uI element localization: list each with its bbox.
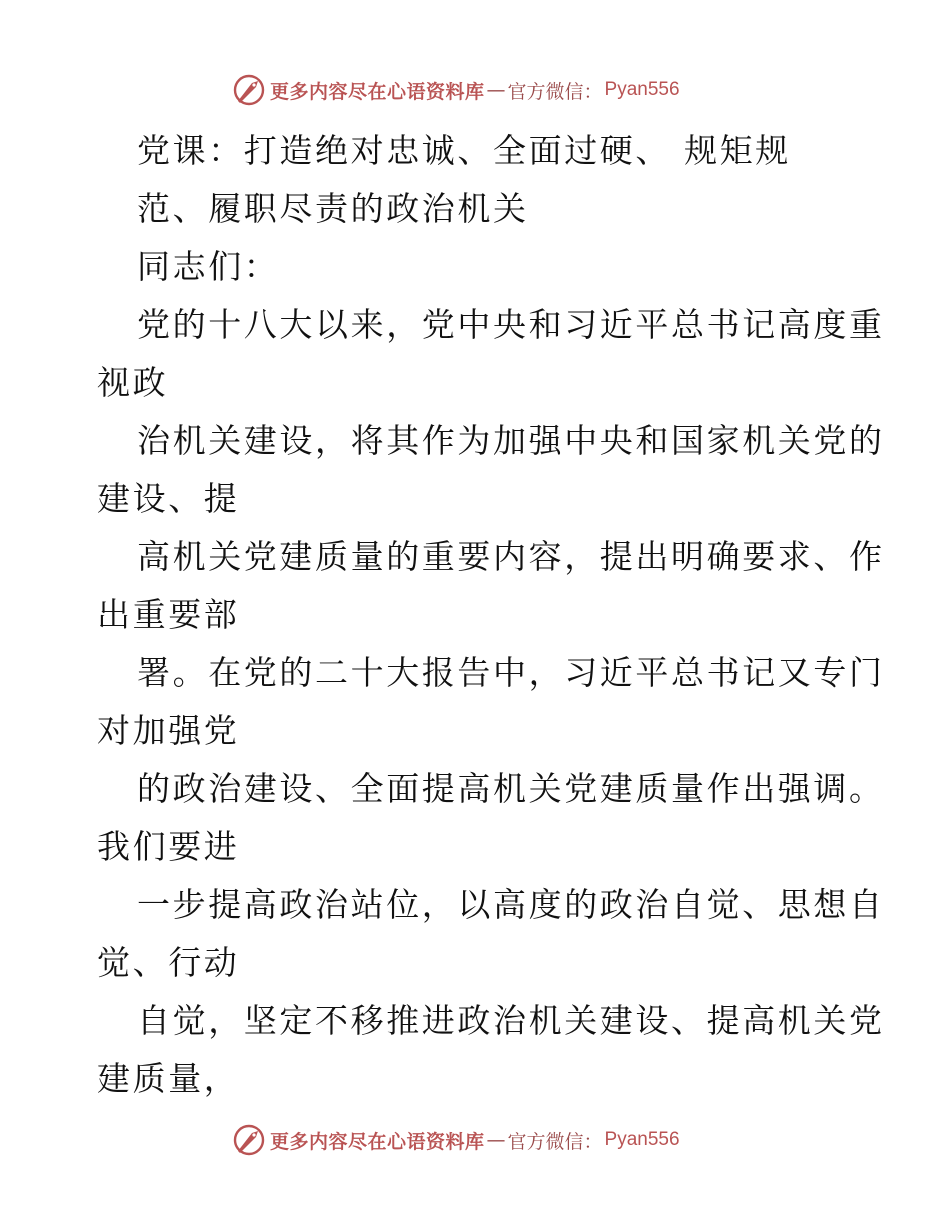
watermark-wechat-label: 官方微信： [507, 1130, 603, 1153]
text-line: 治机关建设，将其作为加强中央和国家机关党的 [137, 421, 885, 460]
text-line: 高机关党建质量的重要内容，提出明确要求、作 [137, 537, 885, 576]
watermark-site-text: 更多内容尽在心语资料库 [270, 80, 485, 103]
text-line: 我们要进 [97, 827, 240, 866]
header-watermark [232, 70, 732, 110]
watermark-separator: — [486, 1129, 506, 1151]
watermark-wechat-label: 官方微信： [507, 80, 603, 103]
text-line: 视政 [97, 363, 169, 402]
text-line: 觉、行动 [97, 943, 240, 982]
watermark-site-text: 更多内容尽在心语资料库 [270, 1130, 485, 1153]
pen-nib-logo-icon [232, 1123, 266, 1157]
text-line: 自觉，坚定不移推进政治机关建设、提高机关党 [137, 1001, 885, 1040]
footer-watermark [232, 1120, 732, 1160]
text-line: 党的十八大以来，党中央和习近平总书记高度重 [137, 305, 885, 344]
watermark-wechat-id: Pyan556 [604, 1129, 680, 1150]
pen-nib-logo-icon [232, 73, 266, 107]
text-line: 一步提高政治站位，以高度的政治自觉、思想自 [137, 885, 885, 924]
text-line: 对加强党 [97, 711, 240, 750]
text-line: 范、履职尽责的政治机关 [137, 189, 529, 228]
text-line: 出重要部 [97, 595, 240, 634]
watermark-separator: — [486, 79, 506, 101]
text-line: 建质量， [97, 1059, 240, 1098]
text-line: 署。在党的二十大报告中，习近平总书记又专门 [137, 653, 885, 692]
text-line: 建设、提 [97, 479, 240, 518]
text-line: 同志们： [137, 247, 280, 286]
text-line: 的政治建设、全面提高机关党建质量作出强调。 [137, 769, 885, 808]
text-line: 党课：打造绝对忠诚、全面过硬、 规矩规 [137, 131, 791, 170]
watermark-wechat-id: Pyan556 [604, 79, 680, 100]
document-body [97, 122, 885, 1108]
